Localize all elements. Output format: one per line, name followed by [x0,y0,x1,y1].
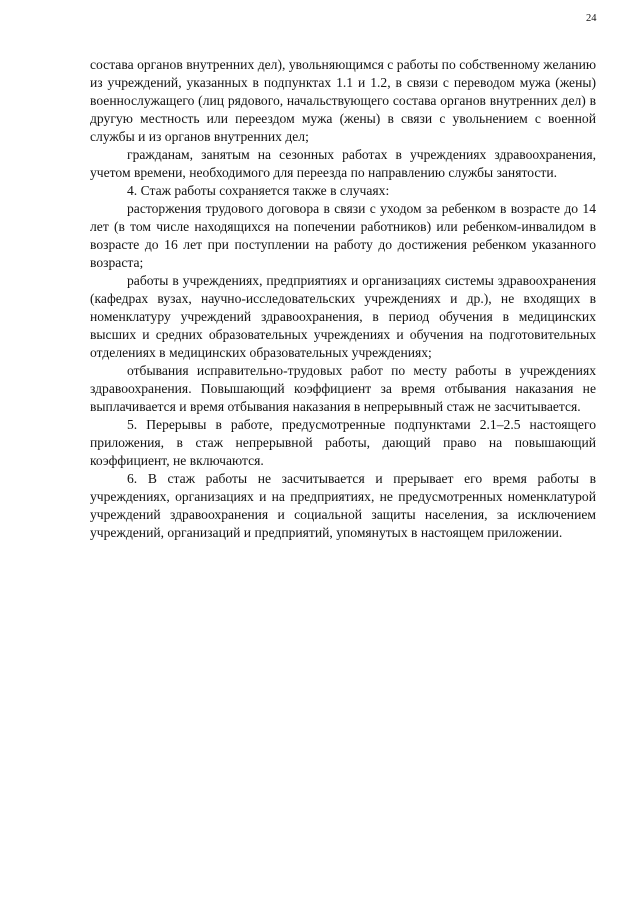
paragraph-education: работы в учреждениях, предприятиях и организациях системы здравоохранения (кафедрах вузах, научно-исследовательских учреждениях и др.), не входящих в номенклатуру учреждений здравоохранения, в период обучения в медицинских высших и средних образовательных учреждениях и обучения на подготовительных отделениях в медицинских образовательных учреждениях; [90,273,596,360]
paragraph-child-care: расторжения трудового договора в связи с уходом за ребенком в возрасте до 14 лет (в том числе находящихся на попечении работников) или ребенком-инвалидом в возрасте до 16 лет при поступлении на работу до достижения ребенком указанного возраста; [90,201,596,270]
page-number: 24 [586,13,597,24]
paragraph-item-5: 5. Перерывы в работе, предусмотренные подпунктами 2.1–2.5 настоящего приложения, в стаж непрерывной работы, дающий право на повышающий коэффициент, не включаются. [90,417,596,468]
paragraph-seasonal-workers: гражданам, занятым на сезонных работах в учреждениях здравоохранения, учетом времени, необходимого для переезда по направлению службы занятости. [90,147,596,180]
paragraph-correctional-labor: отбывания исправительно-трудовых работ по месту работы в учреждениях здравоохранения. Повышающий коэффициент за время отбывания наказания не выплачивается и время отбывания наказания в непрерывный стаж не засчитывается. [90,363,596,414]
document-body [90,56,596,542]
paragraph-continuation: состава органов внутренних дел), увольняющимся с работы по собственному желанию из учреждений, указанных в подпунктах 1.1 и 1.2, в связи с переводом мужа (жены) военнослужащего (лиц рядового, начальствующего состава органов внутренних дел) в другую местность или переездом мужа (жены) в связи с увольнением с военной службы и из органов внутренних дел; [90,57,596,144]
paragraph-item-4: 4. Стаж работы сохраняется также в случаях: [127,183,390,198]
paragraph-item-6: 6. В стаж работы не засчитывается и прерывает его время работы в учреждениях, организациях и на предприятиях, не предусмотренных номенклатурой учреждений здравоохранения и социальной защиты населения, за исключением учреждений, организаций и предприятий, упомянутых в настоящем приложении. [90,471,596,540]
